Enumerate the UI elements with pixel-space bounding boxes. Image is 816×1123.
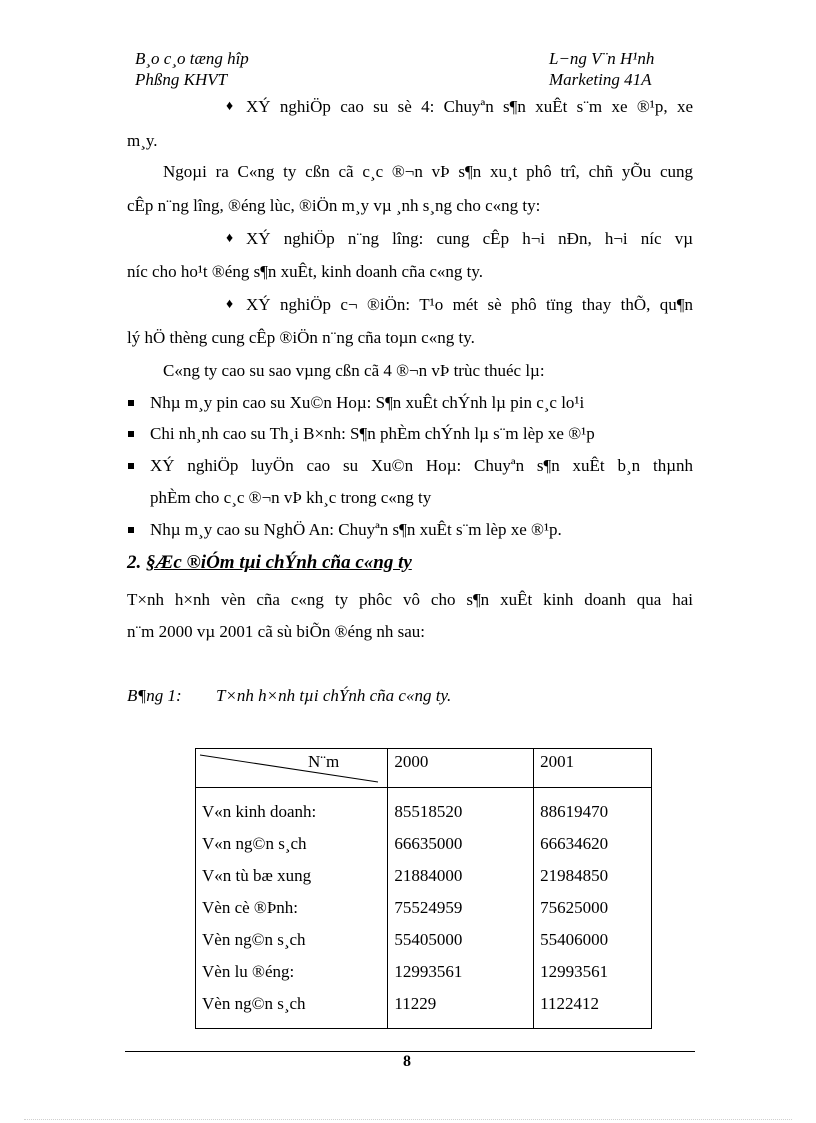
header-author: L−ng V¨n H¹nh — [549, 49, 655, 68]
list-item-rubber-refining-line2: phÈm cho c¸c ®¬n vÞ kh¸c trong c«ng ty — [150, 488, 432, 507]
cell-2000: 55405000 — [394, 930, 463, 949]
cell-2001: 12993561 — [540, 962, 609, 981]
page-edge-divider — [24, 1119, 792, 1120]
para-energy-line2: níc cho ho¹t ®éng s¶n xuÊt, kinh doanh cña c«ng ty. — [127, 262, 484, 281]
table-2000-column — [388, 788, 534, 1029]
section-heading — [127, 552, 412, 574]
row-label: V«n ng©n s¸ch — [202, 834, 307, 853]
cell-2001: 66634620 — [540, 834, 609, 853]
section-title: §Æc ®iÓm tµi chÝnh cña c«ng ty — [146, 552, 412, 573]
para-capital-line1: T×nh h×nh vèn cña c«ng ty phôc vô cho s¶n xuÊt kinh doanh qua hai — [127, 590, 693, 609]
year-2001-label: 2001 — [540, 752, 575, 771]
cell-2001: 21984850 — [540, 866, 609, 885]
cell-2000: 12993561 — [394, 962, 463, 981]
table-header-row — [196, 749, 652, 788]
table-corner-cell — [196, 749, 388, 788]
row-label: Vèn lu ®éng: — [202, 962, 295, 981]
list-item-nghe-an-factory: Nhµ m¸y cao su NghÖ An: Chuyªn s¶n xuÊt s¨m lèp xe ®¹p. — [150, 520, 562, 539]
row-label: Vèn ng©n s¸ch — [202, 994, 306, 1013]
square-bullet-icon — [128, 431, 134, 437]
para-capital-line2: n¨m 2000 vµ 2001 cã sù biÕn ®éng nh sau: — [127, 622, 425, 641]
cell-2001: 75625000 — [540, 898, 609, 917]
row-label: Vèn cè ®Þnh: — [202, 898, 299, 917]
para-mechanical-line1: XÝ nghiÖp c¬ ®iÖn: T¹o mét sè phô tïng thay thÕ, qu¶n — [246, 295, 693, 314]
para-xn4-line2: m¸y. — [127, 131, 158, 150]
table-label-column — [196, 788, 388, 1029]
financial-table — [195, 748, 652, 1029]
square-bullet-icon — [128, 400, 134, 406]
table-caption-label: B¶ng 1: — [127, 686, 182, 705]
cell-2001: 1122412 — [540, 994, 600, 1013]
para-support-units-line2: cÊp n¨ng lîng, ®éng lùc, ®iÖn m¸y vµ ¸nh s¸ng cho c«ng ty: — [127, 196, 541, 215]
year-2000-label: 2000 — [394, 752, 429, 771]
diamond-bullet-icon: ♦ — [226, 231, 234, 246]
cell-2001: 55406000 — [540, 930, 609, 949]
list-item-rubber-refining-line1: XÝ nghiÖp luyÖn cao su Xu©n Hoµ: Chuyªn s¶n xuÊt b¸n thµnh — [150, 456, 693, 475]
page-number: 8 — [403, 1053, 411, 1070]
row-label: V«n tù bæ xung — [202, 866, 312, 885]
cell-2000: 85518520 — [394, 802, 463, 821]
table-header-2001 — [534, 749, 652, 788]
cell-2001: 88619470 — [540, 802, 609, 821]
table-year-label: N¨m — [308, 752, 340, 771]
cell-2000: 75524959 — [394, 898, 463, 917]
section-number: 2. — [127, 552, 142, 573]
para-mechanical-line2: lý hÖ thèng cung cÊp ®iÖn n¨ng cña toµn c«ng ty. — [127, 328, 475, 347]
square-bullet-icon — [128, 527, 134, 533]
cell-2000: 21884000 — [394, 866, 463, 885]
row-label: V«n kinh doanh: — [202, 802, 317, 821]
cell-2000: 66635000 — [394, 834, 463, 853]
table-header-2000 — [388, 749, 534, 788]
para-energy-line1: XÝ nghiÖp n¨ng lîng: cung cÊp h¬i nÐn, h¬i níc vµ — [246, 229, 693, 248]
footer-divider — [125, 1051, 695, 1052]
square-bullet-icon — [128, 463, 134, 469]
header-report-title: B¸o c¸o tæng hîp — [135, 49, 249, 68]
diamond-bullet-icon: ♦ — [226, 99, 234, 114]
table-body — [196, 788, 652, 1029]
diamond-bullet-icon: ♦ — [226, 297, 234, 312]
header-department: Phßng KHVT — [135, 70, 228, 89]
para-xn4-line1: XÝ nghiÖp cao su sè 4: Chuyªn s¶n xuÊt s¨m xe ®¹p, xe — [246, 97, 693, 116]
para-affiliates-intro: C«ng ty cao su sao vµng cßn cã 4 ®¬n vÞ trùc thuéc lµ: — [163, 361, 545, 380]
table-caption-text: T×nh h×nh tµi chÝnh cña c«ng ty. — [216, 686, 452, 705]
list-item-thai-binh-branch: Chi nh¸nh cao su Th¸i B×nh: S¶n phÈm chÝnh lµ s¨m lèp xe ®¹p — [150, 424, 595, 443]
diagonal-divider — [196, 749, 389, 787]
table-2001-column — [534, 788, 652, 1029]
cell-2000: 11229 — [394, 994, 437, 1013]
row-label: Vèn ng©n s¸ch — [202, 930, 306, 949]
header-class: Marketing 41A — [549, 70, 652, 89]
para-support-units-line1: Ngoµi ra C«ng ty cßn cã c¸c ®¬n vÞ s¶n xu¸t phô trî, chñ yÕu cung — [163, 162, 693, 181]
list-item-pin-factory: Nhµ m¸y pin cao su Xu©n Hoµ: S¶n xuÊt chÝnh lµ pin c¸c lo¹i — [150, 393, 585, 412]
